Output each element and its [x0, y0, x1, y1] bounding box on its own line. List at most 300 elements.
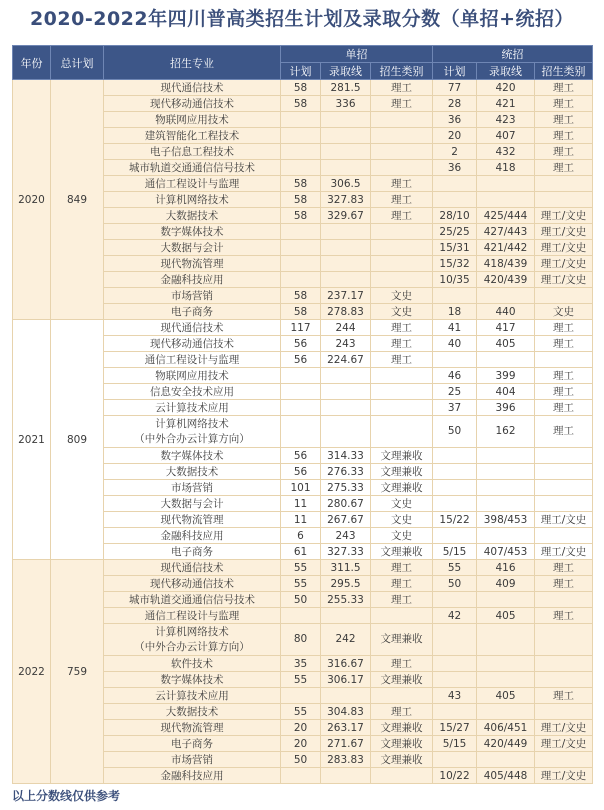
major-cell: 金融科技应用 — [104, 528, 281, 544]
single-category-cell — [371, 144, 433, 160]
unified-score-cell: 418 — [477, 160, 535, 176]
single-plan-cell: 56 — [281, 464, 321, 480]
unified-plan-cell: 43 — [433, 688, 477, 704]
single-category-cell: 文理兼收 — [371, 752, 433, 768]
major-cell: 云计算技术应用 — [104, 400, 281, 416]
single-score-cell: 267.67 — [321, 512, 371, 528]
single-plan-cell: 58 — [281, 288, 321, 304]
unified-plan-cell — [433, 192, 477, 208]
unified-score-cell: 405/448 — [477, 768, 535, 784]
single-score-cell — [321, 128, 371, 144]
single-category-cell: 文理兼收 — [371, 480, 433, 496]
single-plan-cell: 11 — [281, 512, 321, 528]
single-plan-cell — [281, 256, 321, 272]
major-cell: 市场营销 — [104, 752, 281, 768]
major-name: 计算机网络技术 — [155, 417, 229, 430]
major-cell: 现代通信技术 — [104, 320, 281, 336]
single-category-cell: 文理兼收 — [371, 720, 433, 736]
single-category-cell — [371, 768, 433, 784]
single-category-cell — [371, 384, 433, 400]
single-score-cell: 306.17 — [321, 672, 371, 688]
single-plan-cell — [281, 768, 321, 784]
unified-score-cell — [477, 288, 535, 304]
unified-category-cell — [535, 480, 593, 496]
single-category-cell — [371, 400, 433, 416]
unified-plan-cell: 41 — [433, 320, 477, 336]
header-unified: 统招 — [433, 46, 593, 63]
major-cell: 电子商务 — [104, 736, 281, 752]
major-cell: 现代物流管理 — [104, 512, 281, 528]
major-cell: 数字媒体技术 — [104, 672, 281, 688]
unified-plan-cell — [433, 704, 477, 720]
single-plan-cell: 56 — [281, 352, 321, 368]
single-score-cell: 283.83 — [321, 752, 371, 768]
unified-plan-cell — [433, 752, 477, 768]
header-unified-plan: 计划 — [433, 63, 477, 80]
unified-score-cell: 421/442 — [477, 240, 535, 256]
major-cell: 现代物流管理 — [104, 720, 281, 736]
single-score-cell — [321, 224, 371, 240]
single-plan-cell: 58 — [281, 208, 321, 224]
table-row — [13, 80, 593, 96]
single-score-cell — [321, 256, 371, 272]
major-cell: 数字媒体技术 — [104, 224, 281, 240]
unified-category-cell: 理工 — [535, 688, 593, 704]
single-score-cell — [321, 688, 371, 704]
unified-category-cell: 理工/文史 — [535, 512, 593, 528]
single-category-cell: 理工 — [371, 704, 433, 720]
single-category-cell: 理工 — [371, 208, 433, 224]
single-score-cell — [321, 768, 371, 784]
unified-category-cell: 理工 — [535, 80, 593, 96]
unified-plan-cell: 2 — [433, 144, 477, 160]
unified-plan-cell: 5/15 — [433, 736, 477, 752]
single-plan-cell — [281, 240, 321, 256]
major-cell: 现代物流管理 — [104, 256, 281, 272]
single-plan-cell: 58 — [281, 192, 321, 208]
major-cell: 计算机网络技术 — [104, 192, 281, 208]
single-category-cell: 文史 — [371, 512, 433, 528]
single-score-cell: 280.67 — [321, 496, 371, 512]
single-score-cell: 314.33 — [321, 448, 371, 464]
single-category-cell: 理工 — [371, 656, 433, 672]
single-score-cell: 327.33 — [321, 544, 371, 560]
single-category-cell — [371, 416, 433, 448]
unified-category-cell: 理工 — [535, 384, 593, 400]
unified-plan-cell: 20 — [433, 128, 477, 144]
single-score-cell: 275.33 — [321, 480, 371, 496]
single-score-cell — [321, 144, 371, 160]
single-plan-cell: 55 — [281, 672, 321, 688]
single-category-cell: 文理兼收 — [371, 544, 433, 560]
unified-plan-cell — [433, 480, 477, 496]
major-cell: 电子信息工程技术 — [104, 144, 281, 160]
unified-category-cell: 理工/文史 — [535, 256, 593, 272]
unified-score-cell: 440 — [477, 304, 535, 320]
unified-score-cell: 407/453 — [477, 544, 535, 560]
unified-score-cell: 162 — [477, 416, 535, 448]
unified-category-cell: 理工 — [535, 576, 593, 592]
single-score-cell: 295.5 — [321, 576, 371, 592]
unified-score-cell: 420 — [477, 80, 535, 96]
single-plan-cell: 58 — [281, 80, 321, 96]
unified-category-cell: 理工/文史 — [535, 272, 593, 288]
total-plan-cell: 759 — [51, 560, 104, 784]
single-category-cell: 理工 — [371, 560, 433, 576]
single-category-cell: 文理兼收 — [371, 448, 433, 464]
major-cell: 市场营销 — [104, 480, 281, 496]
page-title: 2020-2022年四川普高类招生计划及录取分数（单招+统招） — [29, 8, 575, 30]
single-score-cell: 316.67 — [321, 656, 371, 672]
single-category-cell: 理工 — [371, 96, 433, 112]
single-category-cell: 理工 — [371, 80, 433, 96]
single-plan-cell: 20 — [281, 720, 321, 736]
single-score-cell: 327.83 — [321, 192, 371, 208]
unified-plan-cell: 50 — [433, 576, 477, 592]
unified-score-cell: 396 — [477, 400, 535, 416]
single-category-cell: 文理兼收 — [371, 464, 433, 480]
unified-category-cell: 理工 — [535, 96, 593, 112]
single-plan-cell: 56 — [281, 336, 321, 352]
year-cell: 2020 — [13, 80, 51, 320]
year-cell: 2021 — [13, 320, 51, 560]
single-plan-cell: 35 — [281, 656, 321, 672]
single-category-cell — [371, 224, 433, 240]
table-row — [13, 560, 593, 576]
table-row — [13, 320, 593, 336]
single-category-cell — [371, 272, 433, 288]
unified-score-cell — [477, 192, 535, 208]
unified-score-cell: 405 — [477, 608, 535, 624]
unified-plan-cell — [433, 352, 477, 368]
unified-category-cell: 理工/文史 — [535, 736, 593, 752]
major-cell: 金融科技应用 — [104, 768, 281, 784]
single-category-cell: 文史 — [371, 528, 433, 544]
unified-category-cell — [535, 656, 593, 672]
single-plan-cell — [281, 128, 321, 144]
unified-plan-cell: 25/25 — [433, 224, 477, 240]
single-plan-cell: 50 — [281, 752, 321, 768]
single-plan-cell — [281, 224, 321, 240]
major-cell: 电子商务 — [104, 544, 281, 560]
unified-plan-cell: 37 — [433, 400, 477, 416]
single-plan-cell — [281, 272, 321, 288]
unified-category-cell: 理工/文史 — [535, 224, 593, 240]
single-score-cell: 304.83 — [321, 704, 371, 720]
major-cell: 软件技术 — [104, 656, 281, 672]
unified-plan-cell — [433, 448, 477, 464]
unified-category-cell: 理工 — [535, 608, 593, 624]
single-category-cell: 文理兼收 — [371, 736, 433, 752]
single-score-cell — [321, 384, 371, 400]
unified-score-cell: 406/451 — [477, 720, 535, 736]
unified-plan-cell: 15/31 — [433, 240, 477, 256]
unified-category-cell: 理工 — [535, 144, 593, 160]
unified-plan-cell: 77 — [433, 80, 477, 96]
major-cell: 大数据技术 — [104, 208, 281, 224]
major-cell: 通信工程设计与监理 — [104, 352, 281, 368]
unified-score-cell: 404 — [477, 384, 535, 400]
unified-score-cell: 405 — [477, 688, 535, 704]
single-score-cell — [321, 416, 371, 448]
single-score-cell: 306.5 — [321, 176, 371, 192]
table-header — [13, 46, 593, 80]
header-unified-score: 录取线 — [477, 63, 535, 80]
unified-plan-cell: 36 — [433, 112, 477, 128]
major-cell: 大数据技术 — [104, 704, 281, 720]
single-score-cell: 271.67 — [321, 736, 371, 752]
unified-category-cell: 理工/文史 — [535, 720, 593, 736]
unified-score-cell: 421 — [477, 96, 535, 112]
unified-category-cell — [535, 448, 593, 464]
header-single-category: 招生类别 — [371, 63, 433, 80]
major-cell: 城市轨道交通通信信号技术 — [104, 160, 281, 176]
unified-score-cell — [477, 624, 535, 656]
major-cell: 现代移动通信技术 — [104, 576, 281, 592]
unified-plan-cell — [433, 176, 477, 192]
year-group-2022 — [13, 560, 593, 784]
unified-plan-cell: 15/22 — [433, 512, 477, 528]
single-score-cell: 276.33 — [321, 464, 371, 480]
unified-plan-cell — [433, 464, 477, 480]
single-category-cell: 理工 — [371, 336, 433, 352]
single-category-cell — [371, 112, 433, 128]
single-plan-cell: 50 — [281, 592, 321, 608]
single-score-cell — [321, 160, 371, 176]
single-score-cell: 281.5 — [321, 80, 371, 96]
unified-plan-cell: 40 — [433, 336, 477, 352]
single-plan-cell: 58 — [281, 96, 321, 112]
major-cell: 大数据与会计 — [104, 496, 281, 512]
single-plan-cell: 80 — [281, 624, 321, 656]
single-plan-cell: 6 — [281, 528, 321, 544]
unified-score-cell: 398/453 — [477, 512, 535, 528]
single-score-cell: 278.83 — [321, 304, 371, 320]
major-note: （中外合办云计算方向） — [134, 640, 250, 653]
major-cell: 现代通信技术 — [104, 560, 281, 576]
unified-category-cell: 理工 — [535, 320, 593, 336]
unified-category-cell: 理工 — [535, 400, 593, 416]
single-score-cell — [321, 240, 371, 256]
single-plan-cell: 58 — [281, 304, 321, 320]
unified-plan-cell: 28/10 — [433, 208, 477, 224]
single-score-cell: 243 — [321, 336, 371, 352]
header-year: 年份 — [13, 46, 51, 80]
unified-plan-cell: 18 — [433, 304, 477, 320]
unified-category-cell — [535, 288, 593, 304]
major-cell: 现代移动通信技术 — [104, 336, 281, 352]
major-cell: 大数据技术 — [104, 464, 281, 480]
header-single-score: 录取线 — [321, 63, 371, 80]
unified-category-cell: 理工 — [535, 336, 593, 352]
single-plan-cell — [281, 608, 321, 624]
unified-plan-cell — [433, 288, 477, 304]
single-plan-cell — [281, 112, 321, 128]
unified-category-cell: 文史 — [535, 304, 593, 320]
single-score-cell: 242 — [321, 624, 371, 656]
single-score-cell: 237.17 — [321, 288, 371, 304]
unified-score-cell: 418/439 — [477, 256, 535, 272]
unified-score-cell — [477, 464, 535, 480]
unified-score-cell — [477, 656, 535, 672]
single-plan-cell — [281, 160, 321, 176]
major-cell: 大数据与会计 — [104, 240, 281, 256]
single-score-cell: 263.17 — [321, 720, 371, 736]
single-category-cell — [371, 160, 433, 176]
unified-score-cell — [477, 352, 535, 368]
single-score-cell — [321, 400, 371, 416]
major-cell: 数字媒体技术 — [104, 448, 281, 464]
unified-category-cell: 理工 — [535, 368, 593, 384]
unified-plan-cell: 46 — [433, 368, 477, 384]
unified-plan-cell: 10/35 — [433, 272, 477, 288]
single-plan-cell — [281, 416, 321, 448]
single-plan-cell: 55 — [281, 576, 321, 592]
unified-score-cell — [477, 176, 535, 192]
header-total-plan: 总计划 — [51, 46, 104, 80]
single-category-cell: 文理兼收 — [371, 672, 433, 688]
unified-score-cell: 417 — [477, 320, 535, 336]
unified-category-cell — [535, 464, 593, 480]
unified-score-cell — [477, 704, 535, 720]
major-cell: 物联网应用技术 — [104, 368, 281, 384]
year-group-2020 — [13, 80, 593, 320]
unified-score-cell: 420/439 — [477, 272, 535, 288]
single-plan-cell: 55 — [281, 560, 321, 576]
unified-category-cell — [535, 752, 593, 768]
unified-score-cell: 423 — [477, 112, 535, 128]
unified-category-cell: 理工/文史 — [535, 240, 593, 256]
single-plan-cell: 20 — [281, 736, 321, 752]
single-score-cell: 329.67 — [321, 208, 371, 224]
single-plan-cell — [281, 368, 321, 384]
single-category-cell: 理工 — [371, 352, 433, 368]
unified-score-cell — [477, 480, 535, 496]
unified-category-cell: 理工 — [535, 112, 593, 128]
unified-plan-cell — [433, 672, 477, 688]
single-score-cell — [321, 272, 371, 288]
single-category-cell: 文理兼收 — [371, 624, 433, 656]
single-category-cell: 理工 — [371, 320, 433, 336]
unified-plan-cell: 15/32 — [433, 256, 477, 272]
unified-plan-cell — [433, 624, 477, 656]
single-score-cell: 224.67 — [321, 352, 371, 368]
unified-score-cell: 416 — [477, 560, 535, 576]
unified-plan-cell: 36 — [433, 160, 477, 176]
single-plan-cell: 61 — [281, 544, 321, 560]
major-name: 计算机网络技术 — [155, 625, 229, 638]
total-plan-cell: 849 — [51, 80, 104, 320]
unified-score-cell — [477, 528, 535, 544]
unified-score-cell: 427/443 — [477, 224, 535, 240]
single-category-cell: 理工 — [371, 592, 433, 608]
unified-category-cell: 理工 — [535, 416, 593, 448]
year-cell: 2022 — [13, 560, 51, 784]
major-cell: 现代移动通信技术 — [104, 96, 281, 112]
single-score-cell — [321, 608, 371, 624]
unified-score-cell: 432 — [477, 144, 535, 160]
unified-plan-cell: 55 — [433, 560, 477, 576]
major-cell: 现代通信技术 — [104, 80, 281, 96]
header-single-plan: 计划 — [281, 63, 321, 80]
unified-plan-cell: 50 — [433, 416, 477, 448]
single-score-cell: 311.5 — [321, 560, 371, 576]
single-category-cell: 理工 — [371, 176, 433, 192]
unified-plan-cell: 5/15 — [433, 544, 477, 560]
single-score-cell — [321, 368, 371, 384]
unified-score-cell: 425/444 — [477, 208, 535, 224]
single-category-cell — [371, 256, 433, 272]
unified-category-cell — [535, 672, 593, 688]
unified-score-cell — [477, 752, 535, 768]
single-category-cell: 文史 — [371, 304, 433, 320]
unified-score-cell: 399 — [477, 368, 535, 384]
unified-category-cell — [535, 496, 593, 512]
unified-category-cell: 理工 — [535, 560, 593, 576]
header-single: 单招 — [281, 46, 433, 63]
single-score-cell: 336 — [321, 96, 371, 112]
single-plan-cell: 58 — [281, 176, 321, 192]
unified-category-cell: 理工/文史 — [535, 208, 593, 224]
header-unified-category: 招生类别 — [535, 63, 593, 80]
major-cell: 电子商务 — [104, 304, 281, 320]
major-cell: 云计算技术应用 — [104, 688, 281, 704]
total-plan-cell: 809 — [51, 320, 104, 560]
unified-score-cell: 420/449 — [477, 736, 535, 752]
major-cell: 金融科技应用 — [104, 272, 281, 288]
major-cell: 建筑智能化工程技术 — [104, 128, 281, 144]
unified-category-cell — [535, 592, 593, 608]
unified-score-cell — [477, 448, 535, 464]
single-score-cell: 255.33 — [321, 592, 371, 608]
major-cell: 通信工程设计与监理 — [104, 608, 281, 624]
single-score-cell: 243 — [321, 528, 371, 544]
single-score-cell — [321, 112, 371, 128]
major-cell: 通信工程设计与监理 — [104, 176, 281, 192]
unified-category-cell — [535, 624, 593, 656]
unified-category-cell — [535, 176, 593, 192]
unified-score-cell — [477, 496, 535, 512]
single-plan-cell: 55 — [281, 704, 321, 720]
unified-score-cell: 407 — [477, 128, 535, 144]
unified-category-cell — [535, 352, 593, 368]
major-cell — [104, 416, 281, 448]
single-plan-cell — [281, 384, 321, 400]
unified-category-cell — [535, 192, 593, 208]
single-category-cell — [371, 608, 433, 624]
single-category-cell — [371, 688, 433, 704]
single-category-cell: 理工 — [371, 576, 433, 592]
unified-category-cell: 理工 — [535, 128, 593, 144]
unified-plan-cell — [433, 592, 477, 608]
unified-score-cell — [477, 672, 535, 688]
single-category-cell — [371, 128, 433, 144]
unified-score-cell — [477, 592, 535, 608]
major-cell: 信息安全技术应用 — [104, 384, 281, 400]
single-plan-cell: 11 — [281, 496, 321, 512]
unified-plan-cell: 28 — [433, 96, 477, 112]
unified-category-cell: 理工/文史 — [535, 544, 593, 560]
single-plan-cell — [281, 144, 321, 160]
unified-category-cell: 理工 — [535, 160, 593, 176]
unified-plan-cell — [433, 496, 477, 512]
admission-table — [12, 45, 593, 784]
single-category-cell — [371, 368, 433, 384]
unified-score-cell: 409 — [477, 576, 535, 592]
single-category-cell: 文史 — [371, 496, 433, 512]
unified-plan-cell: 15/27 — [433, 720, 477, 736]
major-cell: 市场营销 — [104, 288, 281, 304]
